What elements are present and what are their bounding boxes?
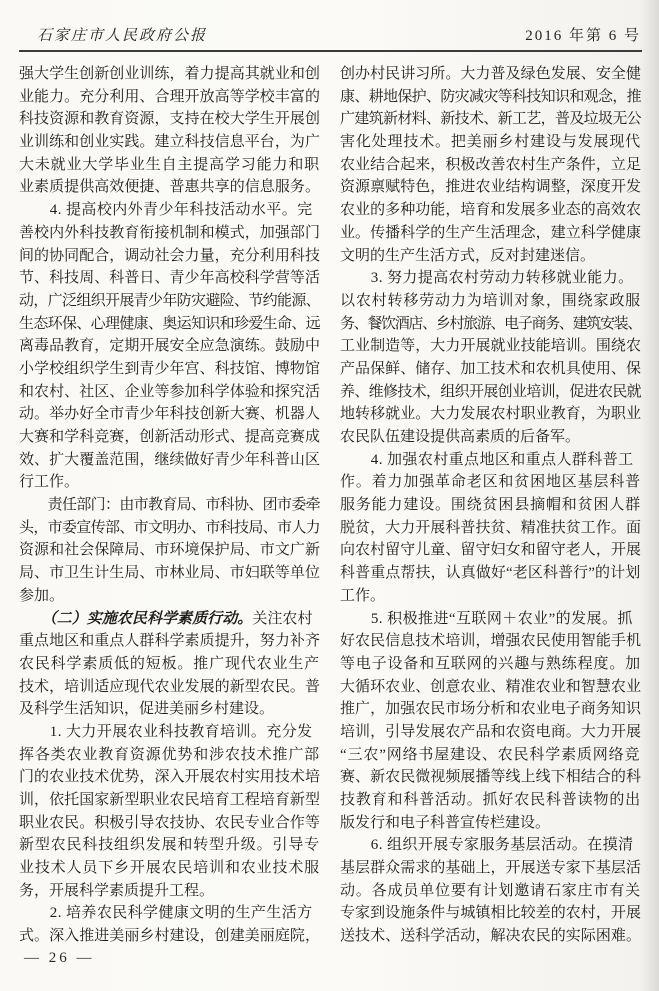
text-line: （二）实施农民科学素质行动。关注农村 <box>49 610 313 627</box>
text-line: 和农村、社区、企业等参加科学体验和探究活 <box>19 383 321 400</box>
text-line: 间的协同配合，调动社会力量，充分利用科技 <box>19 247 321 264</box>
right-column <box>340 63 641 948</box>
left-column <box>19 63 320 948</box>
text-line: 大循环农业、创意农业、精准农业和智慧农业 <box>340 678 642 695</box>
text-line: 动。举办好全市青少年科技创新大赛、机器人 <box>19 406 321 423</box>
text-line: 职业农民。积极引导农技协、农民专业合作等 <box>19 814 321 831</box>
text-line: 以农村转移劳动力为培训对象，围绕家政服 <box>340 292 642 309</box>
text-line: 农民队伍建设提供高素质的后备军。 <box>340 429 581 445</box>
text-line: 动。各成员单位要有计划邀请石家庄市有关 <box>340 882 642 899</box>
text-line: 工作。 <box>340 587 386 604</box>
text-line: 推广，加强农民市场分析和农业电子商务知识 <box>340 701 642 718</box>
header-rule <box>19 50 642 52</box>
text-line: 5. 积极推进“互联网＋农业”的发展。抓 <box>340 610 633 627</box>
text-line: 参加。 <box>19 587 65 604</box>
text-line: 4. 加强农村重点地区和重点人群科普工 <box>340 451 634 468</box>
text-line: 业。传播科学的生产生活理念，建立科学健康 <box>340 224 642 241</box>
text-line: 6. 组织开展专家服务基层活动。在摸清 <box>340 837 634 854</box>
page-header <box>37 24 641 45</box>
text-line: 基层群众需求的基础上，开展送专家下基层活 <box>340 860 642 877</box>
text-line: 农民科学素质低的短板。推广现代农业生产 <box>19 655 321 672</box>
text-line: 大未就业大学毕业生自主提高学习能力和职 <box>19 156 321 173</box>
text-line: 技教育和科普活动。抓好农民科普读物的出 <box>340 792 642 808</box>
text-line: 善校内外科技教育衔接机制和模式，加强部门 <box>19 224 321 241</box>
text-line: 科普重点帮扶，认真做好“老区科普行”的计划 <box>340 565 641 582</box>
text-line: 动，广泛组织开展青少年防灾避险、节约能源、 <box>19 292 321 309</box>
text-line: 赛、新农民微视频展播等线上线下相结合的科 <box>340 769 642 786</box>
text-line: 大赛和学科竞赛，创新活动形式、提高竞赛成 <box>19 429 321 445</box>
text-line: 科技资源和教育资源，支持在校大学生开展创 <box>19 111 321 128</box>
text-line: 资源禀赋特色，推进农业结构调整，深度开发 <box>340 179 642 196</box>
text-line: 务，开展科学素质提升工程。 <box>19 882 215 899</box>
text-line: 害化处理技术。把美丽乡村建设与发展现代 <box>340 134 642 151</box>
text-line: “三农”网络书屋建设、农民科学素质网络竞 <box>340 746 641 763</box>
text-line: 业能力。充分利用、合理开放高等学校丰富的 <box>19 88 321 105</box>
text-line: 业素质提供高效便捷、普惠共享的信息服务。 <box>19 179 321 196</box>
text-line: 强大学生创新创业训练，着力提高其就业和创 <box>19 66 321 82</box>
text-line: 养、维修技术，组织开展创业培训，促进农民就 <box>340 383 642 400</box>
text-line: 业训练和创业实践。建立科技信息平台，为广 <box>19 134 321 151</box>
text-line: 产品保鲜、储存、加工技术和农机具使用、保 <box>340 360 642 377</box>
text-line: 文明的生产生活方式，反对封建迷信。 <box>340 247 596 264</box>
text-line: 2. 培养农民科学健康文明的生产生活方 <box>19 905 313 922</box>
text-line: 重点地区和重点人群科学素质提升，努力补齐 <box>19 633 321 650</box>
text-line: 脱贫，大力开展科普扶贫、精准扶贫工作。面 <box>340 519 642 536</box>
text-line: 式。深入推进美丽乡村建设，创建美丽庭院， <box>19 928 321 945</box>
text-line: 服务能力建设。围绕贫困县摘帽和贫困人群 <box>340 497 642 514</box>
section-heading: （二）实施农民科学素质行动。 <box>49 610 253 627</box>
text-line: 小学校组织学生到青少年宫、科技馆、博物馆 <box>19 360 321 377</box>
text-line: 工业制造等，大力开展就业技能培训。围绕农 <box>340 338 642 355</box>
text-line: 训，依托国家新型职业农民培育工程培育新型 <box>19 792 321 808</box>
text-line: 康、耕地保护、防灾减灾等科技知识和观念，推 <box>340 88 642 105</box>
text-line: 新型农民科技组织发展和转型升级。引导专 <box>19 837 321 854</box>
text-line: 3. 努力提高农村劳动力转移就业能力。 <box>340 270 634 287</box>
text-line: 技术，培训适应现代农业发展的新型农民。普 <box>19 678 321 695</box>
text-line: 等电子设备和互联网的兴趣与熟练程度。加 <box>340 655 642 672</box>
text-line: 向农村留守儿童、留守妇女和留守老人，开展 <box>340 542 642 559</box>
text-line: 资源和社会保障局、市环境保护局、市文广新 <box>19 542 321 559</box>
text-line: 专家到设施条件与城镇相比较差的农村，开展 <box>340 905 642 922</box>
text-line: 务、餐饮酒店、乡村旅游、电子商务、建筑安装、 <box>340 315 642 332</box>
text-line: 版发行和电子科普宣传栏建设。 <box>340 814 551 831</box>
text-line: 行工作。 <box>19 474 80 491</box>
text-line: 农业结合起来，积极改善农村生产条件，立足 <box>340 156 642 173</box>
publication-title: 石家庄市人民政府公报 <box>37 28 208 44</box>
text-line: 4. 提高校内外青少年科技活动水平。完 <box>19 202 313 219</box>
text-line: 地转移就业。大力发展农村职业教育，为职业 <box>340 406 642 423</box>
text-line: 农业的多种功能，培育和发展多业态的高效农 <box>340 202 642 219</box>
issue-number: 2016 年第 6 号 <box>525 28 641 44</box>
text-line: 及科学生活知识，促进美丽乡村建设。 <box>19 701 275 718</box>
text-line: 创办村民讲习所。大力普及绿色发展、安全健 <box>340 66 642 82</box>
text-line: 门的农业技术优势，深入开展农村实用技术培 <box>19 769 321 786</box>
text-line: 离毒品教育，定期开展安全应急演练。鼓励中 <box>19 338 321 355</box>
text-line: 送技术、送科学活动，解决农民的实际困难。 <box>340 928 642 945</box>
text-line: 培训，引导发展农产品和农资电商。大力开展 <box>340 723 642 740</box>
text-line: 节、科技周、科普日、青少年高校科学营等活 <box>19 270 321 287</box>
text-line: 挥各类农业教育资源优势和涉农技术推广部 <box>19 746 321 763</box>
text-line: 作。着力加强革命老区和贫困地区基层科普 <box>340 474 642 491</box>
page-number: — 26 — <box>24 950 95 966</box>
text-line: 效、扩大覆盖范围，继续做好青少年科普山区 <box>19 451 321 468</box>
text-line: 1. 大力开展农业科技教育培训。充分发 <box>19 723 313 740</box>
text-line: 广建筑新材料、新技术、新工艺，普及垃圾无公 <box>340 111 642 128</box>
text-line: 生态环保、心理健康、奥运知识和珍爱生命、远 <box>19 315 321 332</box>
text-line: 责任部门：由市教育局、市科协、团市委牵 <box>19 497 321 514</box>
text-line: 头，市委宣传部、市文明办、市科技局、市人力 <box>19 519 321 536</box>
body-text <box>19 63 641 948</box>
text-line: 业技术人员下乡开展农民培训和农业技术服 <box>19 860 321 877</box>
text-line: 好农民信息技术培训，增强农民使用智能手机 <box>340 633 642 650</box>
text-line: 局、市卫生计生局、市林业局、市妇联等单位 <box>19 565 321 582</box>
